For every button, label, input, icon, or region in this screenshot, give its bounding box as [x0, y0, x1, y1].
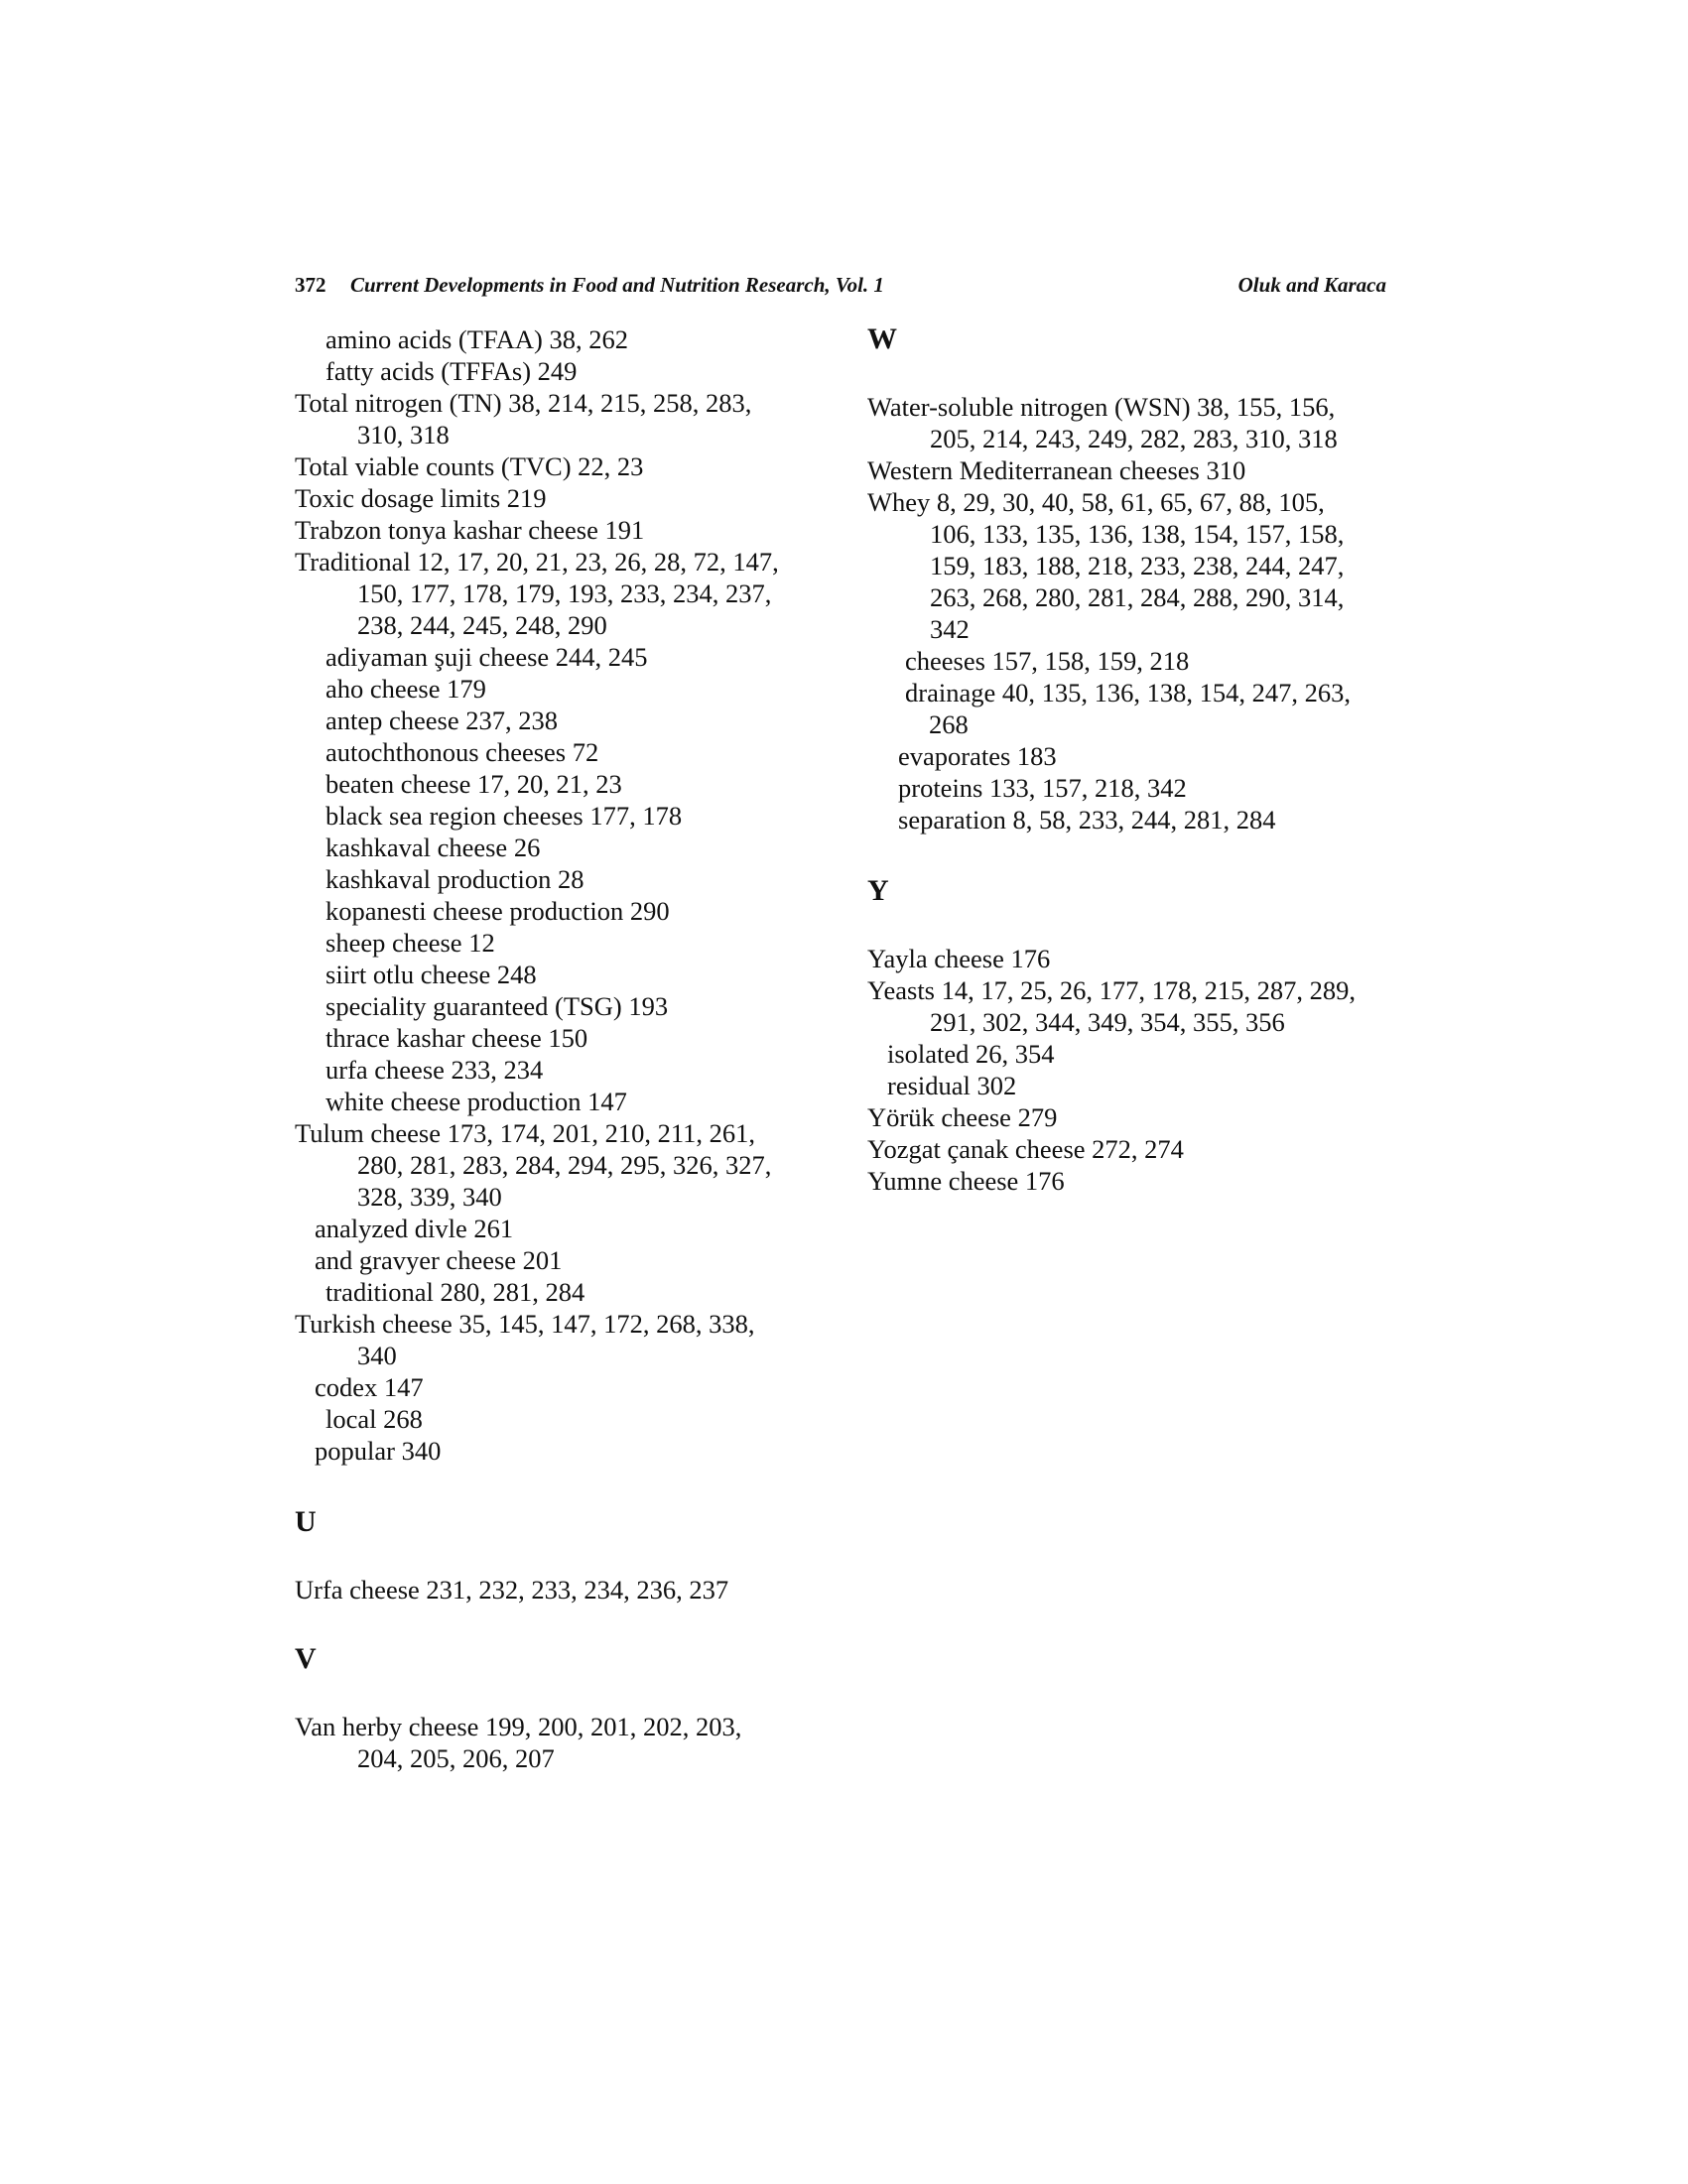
- index-entry: [867, 1133, 1423, 1165]
- entry-line: Toxic dosage limits 219: [295, 483, 547, 513]
- entry-line: speciality guaranteed (TSG) 193: [325, 991, 669, 1021]
- index-entry: [295, 1117, 850, 1213]
- index-subentry: [295, 705, 850, 736]
- index-subentry: [867, 645, 1423, 677]
- index-subentry: [295, 990, 850, 1022]
- index-subentry: [295, 927, 850, 959]
- entry-continuation-line: 204, 205, 206, 207: [357, 1743, 555, 1773]
- entry-line: isolated 26, 354: [887, 1039, 1055, 1069]
- entry-line: Traditional 12, 17, 20, 21, 23, 26, 28, 72, 147,: [295, 547, 779, 577]
- page-number: 372: [295, 273, 326, 297]
- index-subentry: [295, 673, 850, 705]
- index-entry: [867, 974, 1423, 1038]
- entry-line: kashkaval cheese 26: [325, 833, 541, 862]
- section-gap: [295, 1467, 850, 1506]
- entry-line: autochthonous cheeses 72: [325, 737, 599, 767]
- entry-line: Yeasts 14, 17, 25, 26, 177, 178, 215, 287, 289,: [867, 975, 1356, 1005]
- entry-line: urfa cheese 233, 234: [325, 1055, 544, 1085]
- index-subentry: [295, 895, 850, 927]
- index-subentry: [295, 832, 850, 863]
- index-subentry: [295, 355, 850, 387]
- entry-continuation-line: 291, 302, 344, 349, 354, 355, 356: [930, 1007, 1285, 1037]
- entry-line: Total viable counts (TVC) 22, 23: [295, 451, 644, 481]
- index-subentry: [295, 959, 850, 990]
- index-entry: [295, 1711, 850, 1774]
- index-subentry: [867, 804, 1423, 835]
- entry-line: sheep cheese 12: [325, 928, 495, 958]
- entry-line: Yörük cheese 279: [867, 1102, 1058, 1132]
- entry-line: Tulum cheese 173, 174, 201, 210, 211, 261,: [295, 1118, 755, 1148]
- entry-line: separation 8, 58, 233, 244, 281, 284: [898, 805, 1276, 835]
- entry-line: local 268: [325, 1404, 423, 1434]
- running-header: [295, 270, 1386, 300]
- journal-title: Current Developments in Food and Nutrition Research, Vol. 1: [350, 273, 884, 297]
- entry-continuation-line: 150, 177, 178, 179, 193, 233, 234, 237,: [357, 578, 772, 608]
- section-gap: [295, 1606, 850, 1643]
- entry-continuation-line: 342: [930, 614, 970, 644]
- index-entry: [295, 546, 850, 641]
- index-subentry: [295, 1086, 850, 1117]
- entry-continuation-line: 263, 268, 280, 281, 284, 288, 290, 314,: [930, 582, 1345, 612]
- index-subentry: [295, 1213, 850, 1244]
- index-entry: [867, 454, 1423, 486]
- entry-line: Whey 8, 29, 30, 40, 58, 61, 65, 67, 88, 105,: [867, 487, 1325, 517]
- entry-line: white cheese production 147: [325, 1087, 627, 1116]
- entry-line: Total nitrogen (TN) 38, 214, 215, 258, 283,: [295, 388, 752, 418]
- entry-line: residual 302: [887, 1071, 1017, 1100]
- entry-line: Water-soluble nitrogen (WSN) 38, 155, 156,: [867, 392, 1336, 422]
- index-entry: [867, 486, 1423, 645]
- entry-line: analyzed divle 261: [315, 1214, 514, 1243]
- section-letter-u: U: [295, 1505, 317, 1538]
- entry-line: drainage 40, 135, 136, 138, 154, 247, 263,: [905, 678, 1351, 707]
- index-subentry: [295, 1022, 850, 1054]
- entry-line: thrace kashar cheese 150: [325, 1023, 588, 1053]
- index-entry: [295, 387, 850, 450]
- index-column-left: [295, 323, 850, 1774]
- index-entry: [295, 482, 850, 514]
- index-entry: [295, 1574, 850, 1606]
- index-subentry: [295, 1435, 850, 1467]
- authors: Oluk and Karaca: [1237, 273, 1386, 297]
- entry-line: Turkish cheese 35, 145, 147, 172, 268, 338,: [295, 1309, 755, 1339]
- index-entry: [295, 1308, 850, 1371]
- entry-line: proteins 133, 157, 218, 342: [898, 773, 1187, 803]
- entry-line: siirt otlu cheese 248: [325, 960, 537, 989]
- entry-line: fatty acids (TFFAs) 249: [325, 356, 578, 386]
- entry-continuation-line: 205, 214, 243, 249, 282, 283, 310, 318: [930, 424, 1338, 453]
- entry-line: Urfa cheese 231, 232, 233, 234, 236, 237: [295, 1575, 729, 1605]
- section-letter-y: Y: [867, 874, 889, 907]
- index-subentry: [867, 1038, 1423, 1070]
- entry-line: cheeses 157, 158, 159, 218: [905, 646, 1190, 676]
- section-gap: [867, 835, 1423, 875]
- index-subentry: [867, 740, 1423, 772]
- entry-continuation-line: 328, 339, 340: [357, 1182, 502, 1212]
- section-gap: [867, 355, 1423, 391]
- index-entry: [295, 450, 850, 482]
- index-subentry: [295, 1276, 850, 1308]
- section-gap: [295, 1538, 850, 1574]
- index-entry: [295, 514, 850, 546]
- section-letter-v: V: [295, 1642, 317, 1675]
- index-subentry: [295, 323, 850, 355]
- entry-continuation-line: 268: [929, 709, 969, 739]
- entry-line: popular 340: [315, 1436, 442, 1466]
- entry-continuation-line: 238, 244, 245, 248, 290: [357, 610, 607, 640]
- index-subentry: [867, 677, 1423, 740]
- index-entry: [867, 391, 1423, 454]
- index-subentry: [295, 736, 850, 768]
- entry-line: adiyaman şuji cheese 244, 245: [325, 642, 648, 672]
- index-column-right: [867, 323, 1423, 1197]
- index-subentry: [295, 1054, 850, 1086]
- entry-line: Yayla cheese 176: [867, 944, 1051, 973]
- index-entry: [867, 943, 1423, 974]
- index-subentry: [295, 1371, 850, 1403]
- entry-continuation-line: 280, 281, 283, 284, 294, 295, 326, 327,: [357, 1150, 772, 1180]
- index-subentry: [295, 800, 850, 832]
- index-subentry: [295, 768, 850, 800]
- index-subentry: [295, 863, 850, 895]
- entry-continuation-line: 159, 183, 188, 218, 233, 238, 244, 247,: [930, 551, 1345, 580]
- entry-line: black sea region cheeses 177, 178: [325, 801, 683, 831]
- entry-continuation-line: 340: [357, 1341, 397, 1370]
- entry-line: and gravyer cheese 201: [315, 1245, 563, 1275]
- entry-line: evaporates 183: [898, 741, 1057, 771]
- entry-line: Western Mediterranean cheeses 310: [867, 455, 1246, 485]
- entry-continuation-line: 106, 133, 135, 136, 138, 154, 157, 158,: [930, 519, 1345, 549]
- entry-line: traditional 280, 281, 284: [325, 1277, 585, 1307]
- section-gap: [867, 907, 1423, 943]
- entry-line: codex 147: [315, 1372, 424, 1402]
- entry-line: antep cheese 237, 238: [325, 706, 558, 735]
- entry-line: Van herby cheese 199, 200, 201, 202, 203,: [295, 1712, 742, 1741]
- entry-line: Yozgat çanak cheese 272, 274: [867, 1134, 1184, 1164]
- entry-line: kashkaval production 28: [325, 864, 584, 894]
- index-subentry: [867, 1070, 1423, 1101]
- index-entry: [867, 1101, 1423, 1133]
- entry-line: Yumne cheese 176: [867, 1166, 1065, 1196]
- index-subentry: [295, 1244, 850, 1276]
- entry-line: aho cheese 179: [325, 674, 486, 704]
- index-subentry: [295, 641, 850, 673]
- entry-line: Trabzon tonya kashar cheese 191: [295, 515, 645, 545]
- entry-line: amino acids (TFAA) 38, 262: [325, 324, 628, 354]
- index-subentry: [295, 1403, 850, 1435]
- index-entry: [867, 1165, 1423, 1197]
- index-subentry: [867, 772, 1423, 804]
- entry-continuation-line: 310, 318: [357, 420, 450, 450]
- entry-line: beaten cheese 17, 20, 21, 23: [325, 769, 622, 799]
- entry-line: kopanesti cheese production 290: [325, 896, 670, 926]
- section-letter-w: W: [867, 322, 897, 355]
- section-gap: [295, 1675, 850, 1711]
